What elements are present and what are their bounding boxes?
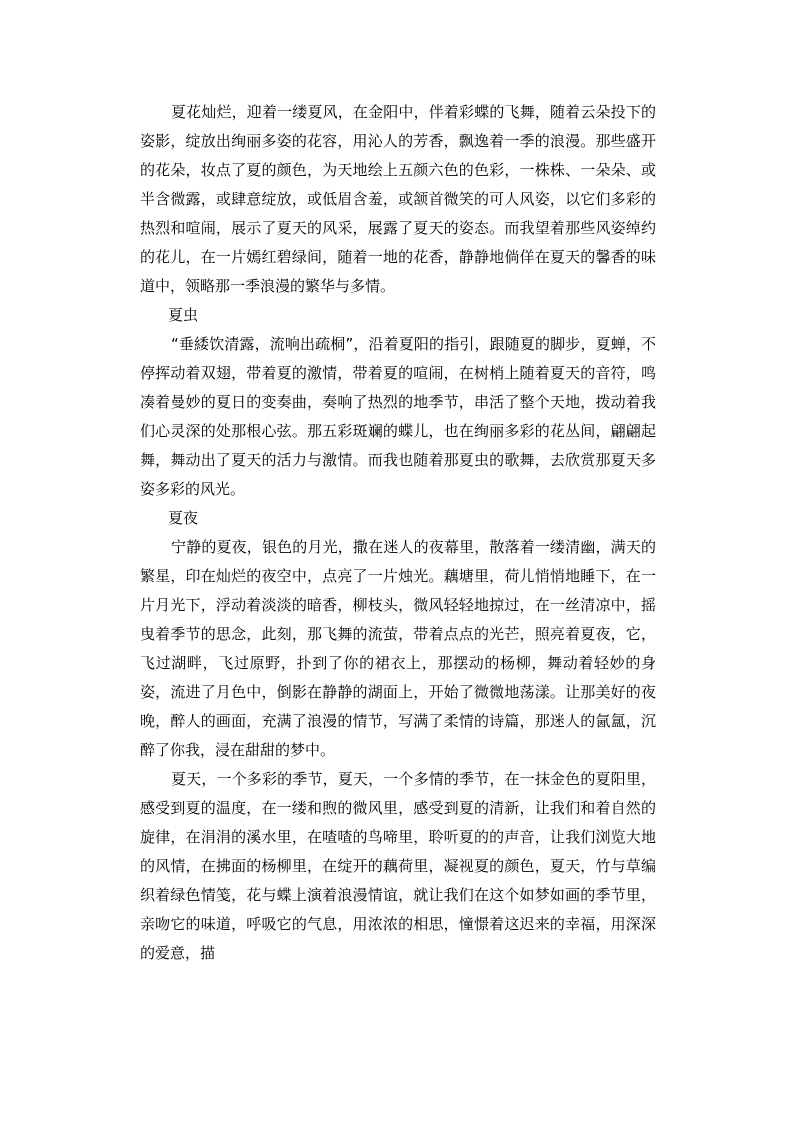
paragraph-summer-season: 夏天，一个多彩的季节，夏天，一个多情的季节，在一抹金色的夏阳里，感受到夏的温度，在一缕和煦的微风里，感受到夏的清新，让我们和着自然的旋律，在涓涓的溪水里，在喳喳的鸟啼里，聆听夏的的声音，让我们浏览大地的风情，在拂面的杨柳里，在绽开的藕荷里，凝视夏的颜色，夏天，竹与草编织着绿色情笺，花与蝶上演着浪漫情谊，就让我们在这个如梦如画的季节里，亲吻它的味道，呼吸它的气息，用浓浓的相思，憧憬着这迟来的幸福，用深深的爱意，描	[140, 770, 656, 962]
section-heading-summer-night: 夏夜	[168, 509, 199, 527]
paragraph-summer-flowers: 夏花灿烂，迎着一缕夏风，在金阳中，伴着彩蝶的飞舞，随着云朵投下的姿影，绽放出绚丽多姿的花容，用沁人的芳香，飘逸着一季的浪漫。那些盛开的花朵，妆点了夏的颜色，为天地绘上五颜六色的色彩，一株株、一朵朵、或半含微露，或肆意绽放，或低眉含羞，或颔首微笑的可人风姿，以它们多彩的热烈和喧闹，展示了夏天的风采，展露了夏天的姿态。而我望着那些风姿绰约的花儿，在一片嫣红碧绿间，随着一地的花香，静静地倘佯在夏天的馨香的味道中，领略那一季浪漫的繁华与多情。	[140, 103, 656, 295]
article-body	[140, 98, 656, 968]
paragraph-summer-insects: “垂緌饮清露，流响出疏桐”，沿着夏阳的指引，跟随夏的脚步，夏蝉，不停挥动着双翅，带着夏的激情，带着夏的喧闹，在树梢上随着夏天的音符，鸣凑着曼妙的夏日的变奏曲，奏响了热烈的地季节，串活了整个天地，拨动着我们心灵深的处那根心弦。那五彩斑斓的蝶儿，也在绚丽多彩的花丛间，翩翩起舞，舞动出了夏天的活力与激情。而我也随着那夏虫的歌舞，去欣赏那夏天多姿多彩的风光。	[140, 335, 656, 498]
paragraph-summer-night: 宁静的夏夜，银色的月光，撒在迷人的夜幕里，散落着一缕清幽，满天的繁星，印在灿烂的夜空中，点亮了一片烛光。藕塘里，荷儿悄悄地睡下，在一片月光下，浮动着淡淡的暗香，柳枝头，微风轻轻地掠过，在一丝清凉中，摇曳着季节的思念，此刻，那飞舞的流萤，带着点点的光芒，照亮着夏夜，它，飞过湖畔，飞过原野，扑到了你的裙衣上，那摆动的杨柳，舞动着轻妙的身姿，流进了月色中，倒影在静静的湖面上，开始了微微地荡漾。让那美好的夜晚，醉人的画面，充满了浪漫的情节，写满了柔情的诗篇，那迷人的氤氲，沉醉了你我，浸在甜甜的梦中。	[140, 538, 656, 759]
section-heading-summer-insects: 夏虫	[168, 306, 199, 324]
